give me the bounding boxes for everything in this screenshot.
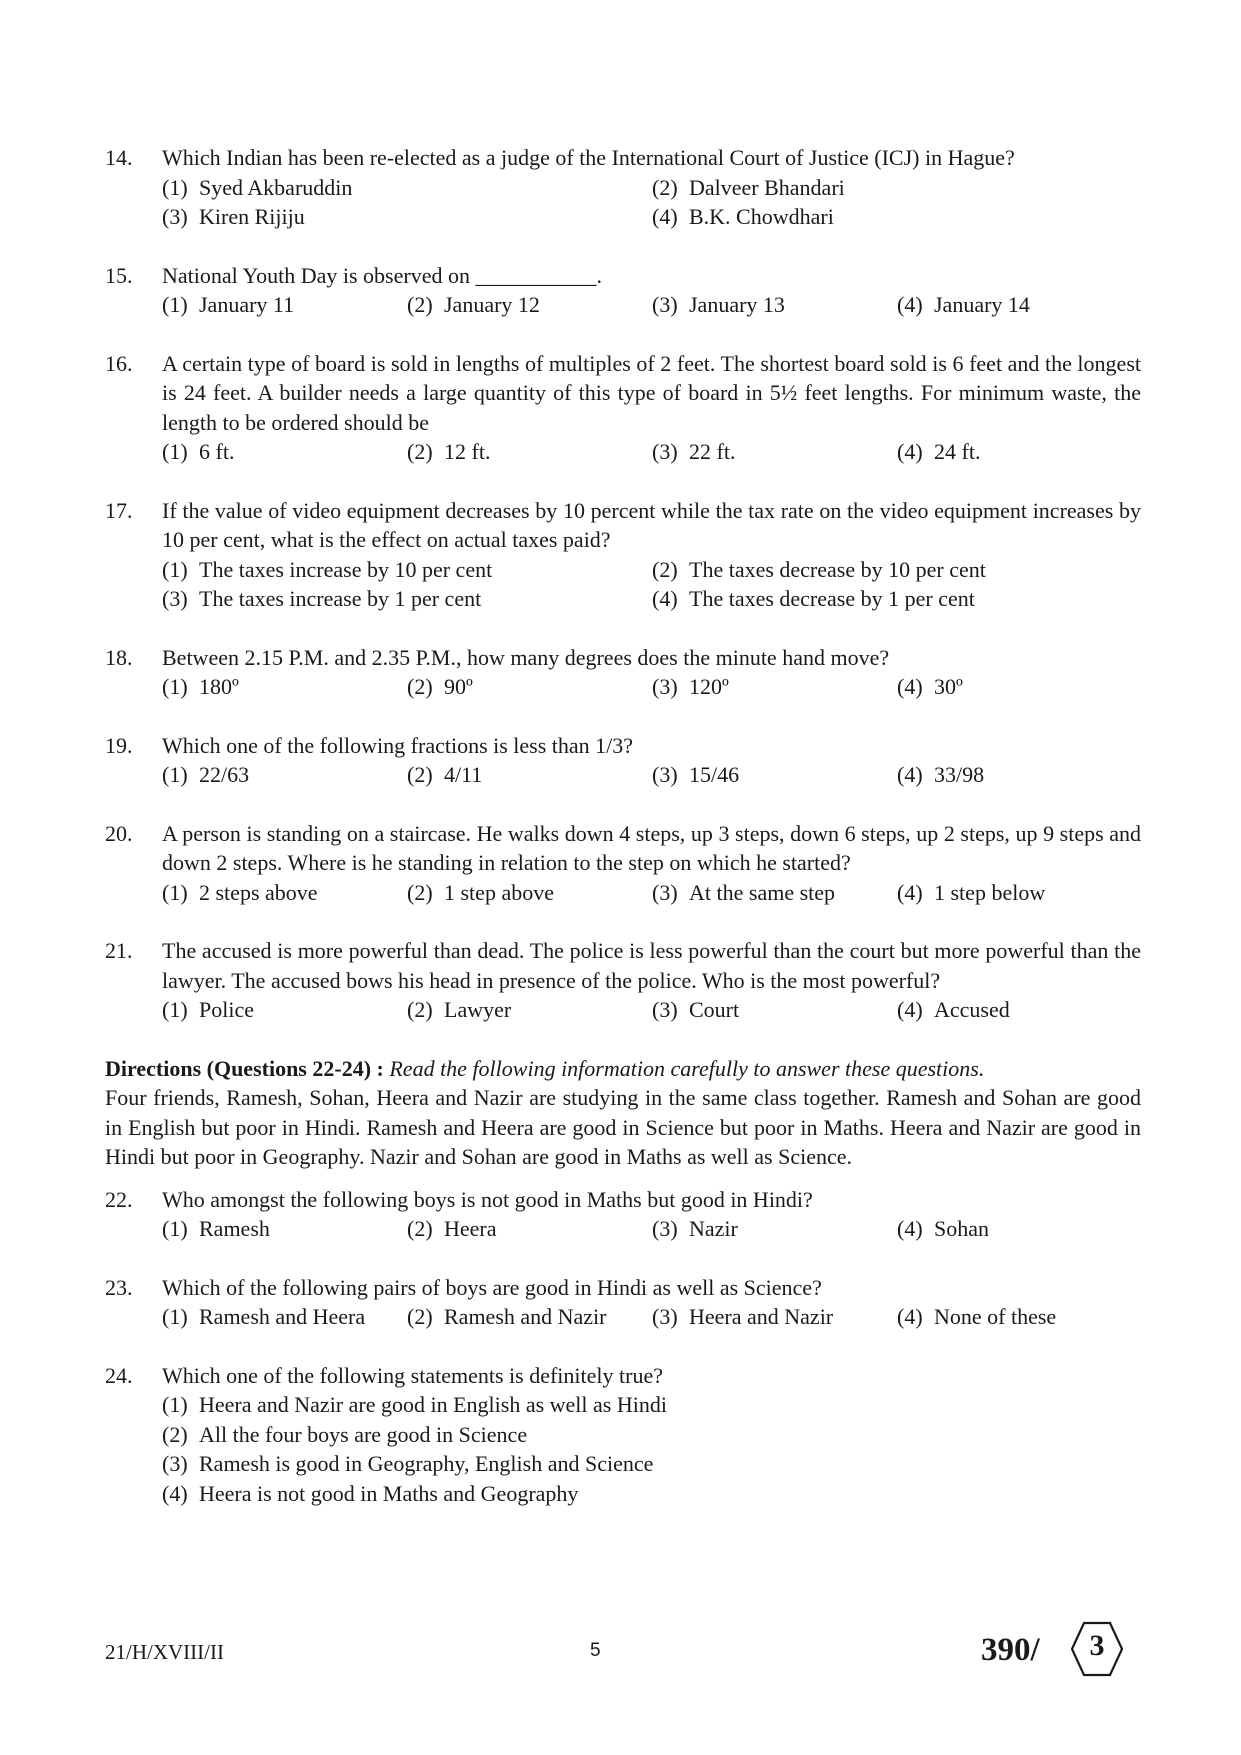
question-text: Who amongst the following boys is not good in Maths but good in Hindi? [162, 1186, 813, 1212]
option-label: (4) [897, 292, 923, 317]
option-4 [162, 1479, 1141, 1509]
option-label: (3) [652, 674, 678, 699]
options [162, 290, 1141, 320]
option-text: B.K. Chowdhari [689, 204, 834, 229]
option-text: 1 step below [934, 879, 1046, 905]
option-label: (4) [897, 1216, 923, 1241]
option-3 [652, 1214, 897, 1244]
option-1 [162, 437, 407, 467]
option-label: (2) [407, 1216, 433, 1241]
option-2 [407, 995, 652, 1025]
question-number: 15. [105, 262, 133, 288]
option-text: Accused [934, 997, 1010, 1022]
option-text: Heera [444, 1216, 497, 1241]
option-text: Dalveer Bhandari [689, 174, 845, 200]
question-text: Which one of the following fractions is less than 1/3? [162, 732, 634, 758]
option-label: (1) [162, 762, 188, 787]
option-2 [407, 1302, 652, 1332]
directions-block [105, 1054, 1141, 1172]
option-2 [652, 555, 1198, 585]
option-text: 90º [444, 674, 473, 699]
option-2 [407, 878, 652, 908]
question-text: A person is standing on a staircase. He walks down 4 steps, up 3 steps, down 6 steps, up 2 steps, up 9 steps and down 2 steps. Where is he standing in relation to the step on which he started? [162, 820, 1141, 875]
option-text: 120º [689, 674, 729, 699]
option-text: Nazir [689, 1216, 738, 1241]
paper-series-code: 21/H/XVIII/II [105, 1640, 224, 1664]
option-label: (2) [407, 1304, 433, 1329]
option-text: 6 ft. [199, 439, 235, 464]
option-label: (1) [162, 879, 188, 905]
option-1 [162, 290, 407, 320]
question-text: Which of the following pairs of boys are good in Hindi as well as Science? [162, 1274, 822, 1300]
option-4 [897, 1302, 1198, 1332]
directions-instruction: Read the following information carefully to answer these questions. [389, 1055, 985, 1081]
option-text: Kiren Rijiju [199, 204, 305, 229]
option-text: Heera is not good in Maths and Geography [199, 1480, 579, 1506]
option-text: Heera and Nazir are good in English as well as Hindi [199, 1392, 667, 1417]
option-3 [652, 760, 897, 790]
question-number: 16. [105, 350, 133, 376]
option-label: (1) [162, 1304, 188, 1329]
question-18 [105, 643, 1141, 702]
option-4 [897, 437, 1198, 467]
option-label: (3) [652, 439, 678, 464]
option-label: (1) [162, 1216, 188, 1241]
options [162, 1390, 1141, 1508]
option-1 [162, 1390, 1141, 1420]
option-3 [652, 995, 897, 1025]
page-number: 5 [590, 1640, 601, 1661]
question-text: Which one of the following statements is definitely true? [162, 1362, 663, 1388]
question-19 [105, 731, 1141, 790]
option-text: All the four boys are good in Science [199, 1421, 528, 1447]
option-text: 15/46 [689, 762, 740, 787]
option-4 [897, 760, 1198, 790]
option-1 [162, 995, 407, 1025]
option-label: (3) [652, 292, 678, 317]
option-label: (3) [652, 1216, 678, 1241]
option-2 [162, 1420, 1141, 1450]
option-text: 22 ft. [689, 439, 736, 464]
options [162, 878, 1141, 908]
options [162, 555, 1141, 614]
option-label: (4) [897, 762, 923, 787]
options [162, 1302, 1141, 1332]
option-label: (2) [407, 879, 433, 905]
options [162, 1214, 1141, 1244]
question-text: If the value of video equipment decreases by 10 percent while the tax rate on the video equipment increases by 10 per cent, what is the effect on actual taxes paid? [162, 497, 1141, 552]
option-text: The taxes decrease by 1 per cent [689, 586, 975, 611]
option-2 [407, 437, 652, 467]
option-4 [897, 290, 1198, 320]
option-label: (4) [162, 1480, 188, 1506]
option-text: January 14 [934, 292, 1030, 317]
set-number-badge [1071, 1621, 1131, 1677]
option-label: (2) [407, 674, 433, 699]
question-number: 24. [105, 1362, 133, 1388]
option-2 [407, 290, 652, 320]
question-number: 20. [105, 820, 133, 846]
option-2 [407, 760, 652, 790]
directions-passage: Four friends, Ramesh, Sohan, Heera and Nazir are studying in the same class together. Ramesh and Sohan are good in English but poor in Hindi. Ramesh and Heera are good in Science but poor in Maths. Heera and Nazir are good in Hindi but poor in Geography. Nazir and Sohan are good in Maths as well as Science. [105, 1085, 1141, 1169]
question-text: A certain type of board is sold in lengths of multiples of 2 feet. The shortest board sold is 6 feet and the longest is 24 feet. A builder needs a large quantity of this type of board in 5½ feet lengths. For minimum waste, the length to be ordered should be [162, 350, 1141, 435]
option-2 [652, 173, 1198, 203]
option-label: (1) [162, 997, 188, 1022]
question-number: 21. [105, 938, 133, 963]
option-text: 12 ft. [444, 439, 491, 464]
option-label: (1) [162, 439, 188, 464]
option-3 [652, 878, 897, 908]
option-label: (3) [652, 762, 678, 787]
question-text: National Youth Day is observed on ___________. [162, 262, 602, 288]
question-text: Between 2.15 P.M. and 2.35 P.M., how many degrees does the minute hand move? [162, 644, 890, 670]
option-4 [652, 584, 1198, 614]
option-text: Ramesh and Nazir [444, 1304, 607, 1329]
option-label: (3) [652, 997, 678, 1022]
option-4 [652, 202, 1198, 232]
option-text: 180º [199, 674, 239, 699]
option-1 [162, 672, 407, 702]
option-label: (4) [652, 204, 678, 229]
option-label: (3) [162, 586, 188, 611]
option-text: The taxes decrease by 10 per cent [689, 556, 986, 582]
option-1 [162, 1302, 407, 1332]
option-label: (2) [652, 556, 678, 582]
question-number: 19. [105, 732, 133, 758]
option-text: None of these [934, 1304, 1057, 1329]
option-4 [897, 1214, 1198, 1244]
options [162, 672, 1141, 702]
option-label: (3) [162, 204, 188, 229]
page-footer [105, 1629, 1141, 1696]
option-text: The taxes increase by 10 per cent [199, 556, 493, 582]
question-23 [105, 1273, 1141, 1332]
option-3 [652, 290, 897, 320]
option-3 [652, 437, 897, 467]
option-text: Lawyer [444, 997, 512, 1022]
option-label: (2) [652, 174, 678, 200]
option-text: January 11 [199, 292, 295, 317]
option-label: (2) [407, 762, 433, 787]
set-number: 3 [1089, 1629, 1105, 1662]
option-text: 30º [934, 674, 963, 699]
question-text: Which Indian has been re-elected as a judge of the International Court of Justice (ICJ) in Hague? [162, 145, 1015, 170]
option-label: (4) [652, 586, 678, 611]
option-label: (1) [162, 292, 188, 317]
option-3 [162, 1449, 1141, 1479]
question-number: 14. [105, 145, 133, 170]
option-text: The taxes increase by 1 per cent [199, 586, 482, 611]
options [162, 173, 1141, 232]
option-label: (4) [897, 997, 923, 1022]
question-number: 17. [105, 497, 133, 523]
option-label: (3) [162, 1451, 188, 1476]
option-label: (4) [897, 879, 923, 905]
option-2 [407, 672, 652, 702]
option-text: January 12 [444, 292, 540, 317]
option-3 [162, 584, 652, 614]
option-1 [162, 555, 652, 585]
option-label: (2) [407, 439, 433, 464]
option-text: 1 step above [444, 879, 554, 905]
option-4 [897, 878, 1198, 908]
option-1 [162, 878, 407, 908]
option-label: (2) [162, 1421, 188, 1447]
option-text: 22/63 [199, 762, 250, 787]
question-number: 22. [105, 1186, 133, 1212]
directions-heading: Directions (Questions 22-24) : [105, 1055, 384, 1081]
option-label: (1) [162, 674, 188, 699]
option-text: Sohan [934, 1216, 989, 1241]
option-text: Ramesh is good in Geography, English and Science [199, 1451, 654, 1476]
option-1 [162, 1214, 407, 1244]
question-number: 18. [105, 644, 133, 670]
option-text: Police [199, 997, 254, 1022]
options [162, 760, 1141, 790]
question-16 [105, 349, 1141, 467]
option-label: (1) [162, 1392, 188, 1417]
option-label: (3) [652, 1304, 678, 1329]
option-label: (4) [897, 439, 923, 464]
paper-code: 390/ [981, 1632, 1040, 1668]
option-text: 24 ft. [934, 439, 981, 464]
option-label: (4) [897, 1304, 923, 1329]
option-text: January 13 [689, 292, 785, 317]
question-14 [105, 143, 1141, 232]
question-21 [105, 936, 1141, 1025]
question-page [105, 143, 1141, 1508]
option-label: (1) [162, 556, 188, 582]
question-text: The accused is more powerful than dead. The police is less powerful than the court but more powerful than the lawyer. The accused bows his head in presence of the police. Who is the most powerful? [162, 938, 1141, 993]
option-label: (3) [652, 879, 678, 905]
option-3 [652, 1302, 897, 1332]
question-24 [105, 1361, 1141, 1509]
option-4 [897, 672, 1198, 702]
options [162, 437, 1141, 467]
option-1 [162, 760, 407, 790]
option-text: 2 steps above [199, 879, 318, 905]
option-3 [162, 202, 652, 232]
option-text: Heera and Nazir [689, 1304, 834, 1329]
option-text: At the same step [689, 879, 836, 905]
option-text: 33/98 [934, 762, 985, 787]
option-3 [652, 672, 897, 702]
option-2 [407, 1214, 652, 1244]
option-text: 4/11 [444, 762, 483, 787]
question-22 [105, 1185, 1141, 1244]
option-text: Syed Akbaruddin [199, 174, 353, 200]
question-17 [105, 496, 1141, 614]
option-label: (2) [407, 292, 433, 317]
question-20 [105, 819, 1141, 908]
option-text: Ramesh and Heera [199, 1304, 366, 1329]
question-15 [105, 261, 1141, 320]
question-number: 23. [105, 1274, 133, 1300]
option-4 [897, 995, 1198, 1025]
option-text: Court [689, 997, 740, 1022]
option-label: (2) [407, 997, 433, 1022]
options [162, 995, 1141, 1025]
option-label: (1) [162, 174, 188, 200]
option-text: Ramesh [199, 1216, 270, 1241]
option-label: (4) [897, 674, 923, 699]
option-1 [162, 173, 652, 203]
